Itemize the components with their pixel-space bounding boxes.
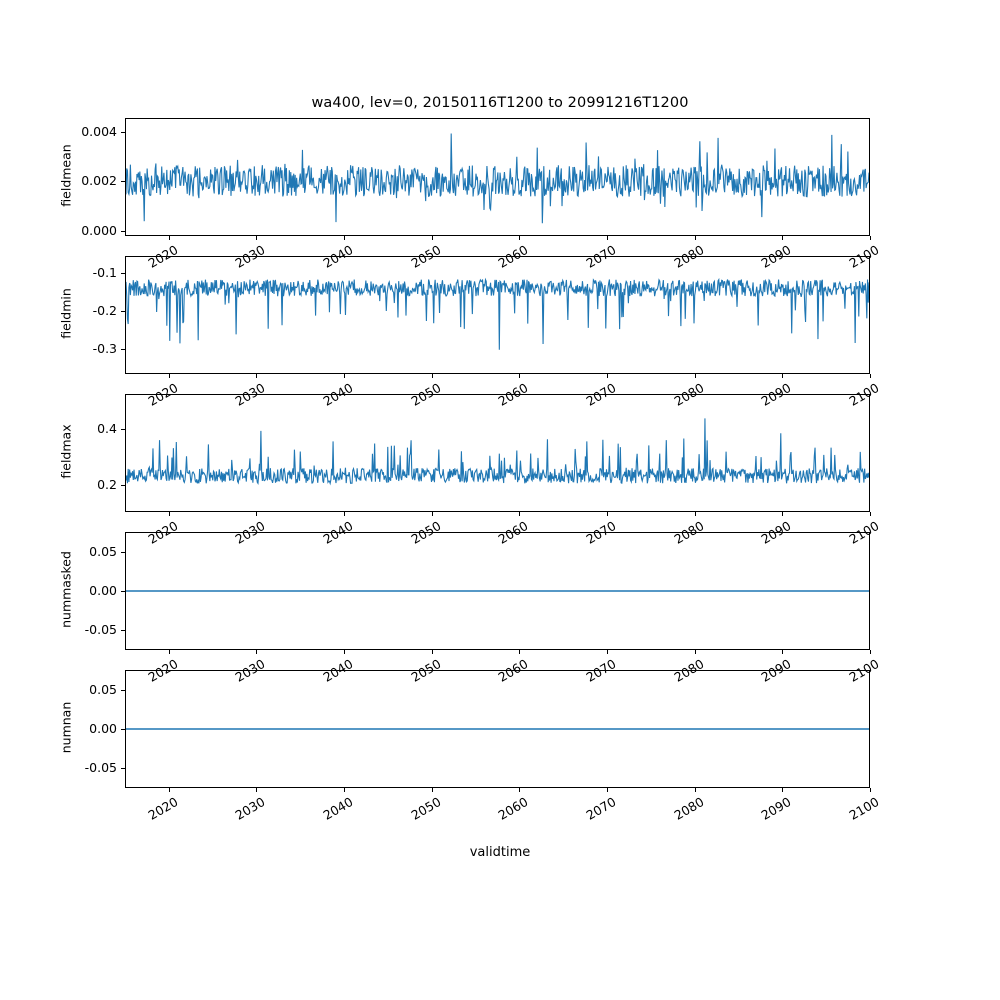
x-tick-mark xyxy=(695,650,696,654)
x-tick-label: 2080 xyxy=(671,656,707,685)
series-fieldmean xyxy=(126,119,869,235)
x-tick-label: 2100 xyxy=(846,518,882,547)
y-tick-label: 0.05 xyxy=(89,681,117,697)
x-tick-label: 2070 xyxy=(583,656,619,685)
x-tick-mark xyxy=(169,788,170,792)
x-tick-mark xyxy=(695,236,696,240)
y-tick-label: 0.004 xyxy=(81,123,117,139)
x-tick-mark xyxy=(519,512,520,516)
plot-panel-fieldmean xyxy=(125,118,870,236)
x-tick-mark xyxy=(432,650,433,654)
x-tick-label: 2100 xyxy=(846,656,882,685)
x-tick-label: 2100 xyxy=(846,380,882,409)
x-tick-label: 2020 xyxy=(145,380,181,409)
x-tick-mark xyxy=(169,236,170,240)
x-tick-label: 2040 xyxy=(320,656,356,685)
x-tick-mark xyxy=(782,788,783,792)
y-tick-mark xyxy=(121,630,125,631)
x-tick-mark xyxy=(169,512,170,516)
x-tick-mark xyxy=(169,650,170,654)
x-tick-label: 2090 xyxy=(758,242,794,271)
x-tick-mark xyxy=(432,512,433,516)
x-tick-mark xyxy=(519,788,520,792)
x-tick-mark xyxy=(256,512,257,516)
x-tick-mark xyxy=(256,788,257,792)
x-tick-mark xyxy=(607,650,608,654)
x-tick-mark xyxy=(870,512,871,516)
page-title: wa400, lev=0, 20150116T1200 to 20991216T1200 xyxy=(311,95,689,111)
y-tick-label: 0.00 xyxy=(89,721,117,736)
x-tick-label: 2080 xyxy=(671,794,707,823)
y-tick-mark xyxy=(121,273,125,274)
x-tick-label: 2070 xyxy=(583,242,619,271)
x-axis-label: validtime xyxy=(469,845,531,860)
x-tick-mark xyxy=(607,236,608,240)
y-axis-label-fieldmax: fieldmax xyxy=(58,424,74,479)
x-tick-label: 2030 xyxy=(232,242,268,271)
y-tick-mark xyxy=(121,311,125,312)
y-tick-mark xyxy=(121,690,125,691)
x-tick-label: 2050 xyxy=(408,380,444,409)
x-tick-label: 2070 xyxy=(583,794,619,823)
data-line xyxy=(126,134,869,224)
y-tick-mark xyxy=(121,181,125,182)
x-tick-label: 2020 xyxy=(145,518,181,547)
y-axis-label-fieldmean: fieldmean xyxy=(58,144,74,207)
x-tick-label: 2090 xyxy=(758,656,794,685)
y-tick-label: 0.000 xyxy=(81,222,117,238)
y-tick-mark xyxy=(121,552,125,553)
x-tick-label: 2060 xyxy=(495,380,531,409)
x-tick-label: 2080 xyxy=(671,242,707,271)
x-tick-mark xyxy=(344,512,345,516)
x-tick-mark xyxy=(432,374,433,378)
y-tick-label: -0.2 xyxy=(92,303,117,319)
y-axis-label-nummasked: nummasked xyxy=(58,551,74,628)
x-tick-mark xyxy=(607,512,608,516)
x-tick-mark xyxy=(695,788,696,792)
x-tick-label: 2100 xyxy=(846,242,882,271)
x-tick-label: 2040 xyxy=(320,518,356,547)
y-tick-label: 0.05 xyxy=(89,543,117,559)
x-tick-label: 2040 xyxy=(320,794,356,823)
data-line xyxy=(126,418,869,483)
y-tick-mark xyxy=(121,132,125,133)
x-tick-mark xyxy=(256,374,257,378)
x-tick-mark xyxy=(344,374,345,378)
x-tick-mark xyxy=(519,236,520,240)
x-tick-label: 2090 xyxy=(758,518,794,547)
x-tick-mark xyxy=(256,236,257,240)
y-tick-label: 0.00 xyxy=(89,583,117,598)
y-tick-label: -0.1 xyxy=(92,265,117,281)
x-tick-label: 2050 xyxy=(408,794,444,823)
x-tick-mark xyxy=(870,374,871,378)
x-tick-label: 2100 xyxy=(846,794,882,823)
x-tick-mark xyxy=(344,650,345,654)
x-tick-mark xyxy=(607,788,608,792)
x-tick-label: 2030 xyxy=(232,794,268,823)
x-tick-label: 2020 xyxy=(145,656,181,685)
y-tick-label: -0.05 xyxy=(84,622,117,638)
x-tick-label: 2090 xyxy=(758,794,794,823)
y-tick-mark xyxy=(121,591,125,592)
x-tick-label: 2090 xyxy=(758,380,794,409)
x-tick-label: 2020 xyxy=(145,242,181,271)
x-tick-mark xyxy=(607,374,608,378)
y-tick-label: 0.2 xyxy=(97,477,117,493)
x-tick-mark xyxy=(695,374,696,378)
y-tick-mark xyxy=(121,429,125,430)
y-tick-mark xyxy=(121,231,125,232)
y-tick-mark xyxy=(121,485,125,486)
x-tick-mark xyxy=(870,236,871,240)
x-tick-mark xyxy=(782,374,783,378)
x-tick-label: 2030 xyxy=(232,656,268,685)
x-tick-mark xyxy=(782,236,783,240)
x-tick-label: 2070 xyxy=(583,518,619,547)
x-tick-mark xyxy=(870,788,871,792)
x-tick-label: 2060 xyxy=(495,518,531,547)
y-tick-mark xyxy=(121,349,125,350)
x-tick-label: 2080 xyxy=(671,518,707,547)
x-tick-label: 2060 xyxy=(495,242,531,271)
x-tick-mark xyxy=(169,374,170,378)
x-tick-mark xyxy=(695,512,696,516)
y-axis-label-numnan: numnan xyxy=(58,701,74,754)
x-tick-label: 2070 xyxy=(583,380,619,409)
y-tick-mark xyxy=(121,768,125,769)
y-tick-label: -0.3 xyxy=(92,341,117,357)
x-tick-label: 2060 xyxy=(495,794,531,823)
x-tick-mark xyxy=(432,236,433,240)
x-tick-mark xyxy=(870,650,871,654)
x-tick-label: 2050 xyxy=(408,656,444,685)
x-tick-label: 2040 xyxy=(320,242,356,271)
x-tick-label: 2040 xyxy=(320,380,356,409)
x-tick-label: 2030 xyxy=(232,380,268,409)
x-tick-mark xyxy=(782,512,783,516)
x-tick-mark xyxy=(519,374,520,378)
y-tick-label: 0.4 xyxy=(97,421,117,437)
x-tick-label: 2050 xyxy=(408,518,444,547)
y-tick-mark xyxy=(121,729,125,730)
x-tick-mark xyxy=(344,236,345,240)
y-tick-label: 0.002 xyxy=(81,173,117,189)
x-tick-mark xyxy=(344,788,345,792)
x-tick-label: 2030 xyxy=(232,518,268,547)
y-tick-label: -0.05 xyxy=(84,760,117,776)
y-axis-label-fieldmin: fieldmin xyxy=(58,288,74,339)
x-tick-mark xyxy=(432,788,433,792)
x-tick-mark xyxy=(782,650,783,654)
x-tick-mark xyxy=(519,650,520,654)
x-tick-label: 2020 xyxy=(145,794,181,823)
data-line xyxy=(126,279,869,349)
x-tick-mark xyxy=(256,650,257,654)
x-tick-label: 2050 xyxy=(408,242,444,271)
x-tick-label: 2060 xyxy=(495,656,531,685)
x-tick-label: 2080 xyxy=(671,380,707,409)
